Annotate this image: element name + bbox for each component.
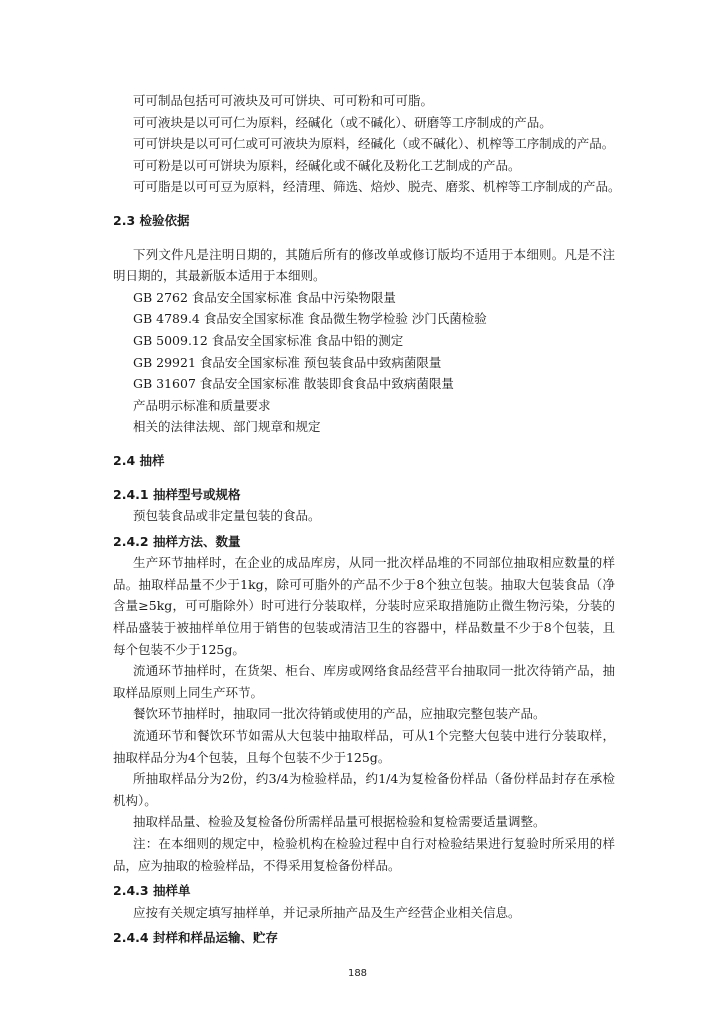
section-heading-2-4: 2.4 抽样 xyxy=(113,452,165,468)
definitions-block xyxy=(113,90,621,198)
page-number: 188 xyxy=(347,968,368,979)
page-content xyxy=(113,90,621,949)
subsection-text: 应按有关规定填写抽样单，并记录所抽产品及生产经营企业相关信息。 xyxy=(133,904,521,920)
sampling-paragraph: 生产环节抽样时，在企业的成品库房，从同一批次样品堆的不同部位抽取相应数量的样品。抽取样品量不少于1kg，除可可脂外的产品不少于8个独立包装。抽取大包装食品（净含量≥5kg，可可脂除外）时可进行分装取样，分装时应采取措施防止微生物污染，分装的样品盛装于被抽样单位用于销售的包装或清洁卫生的容器中，样品数量不少于8个包装，且每个包装不少于125g。 xyxy=(113,555,615,657)
definition-paragraph: 可可饼块是以可可仁或可可液块为原料，经碱化（或不碱化）、机榨等工序制成的产品。 xyxy=(133,136,615,152)
sampling-paragraph: 流通环节抽样时，在货架、柜台、库房或网络食品经营平台抽取同一批次待销产品，抽取样品原则上同生产环节。 xyxy=(113,663,615,700)
standard-item: GB 2762 食品安全国家标准 食品中污染物限量 xyxy=(133,289,396,305)
standard-item: GB 29921 食品安全国家标准 预包装食品中致病菌限量 xyxy=(133,354,442,370)
standard-item: 产品明示标准和质量要求 xyxy=(133,397,271,413)
standard-item: GB 5009.12 食品安全国家标准 食品中铅的测定 xyxy=(133,332,404,348)
sampling-paragraph: 流通环节和餐饮环节如需从大包装中抽取样品，可从1个完整大包装中进行分装取样，抽取样品分为4个包装，且每个包装不少于125g。 xyxy=(113,728,615,765)
section-heading-2-3: 2.3 检验依据 xyxy=(113,212,190,228)
subsection-text: 预包装食品或非定量包装的食品。 xyxy=(133,508,321,524)
definition-paragraph: 可可制品包括可可液块及可可饼块、可可粉和可可脂。 xyxy=(133,93,434,108)
note-paragraph: 注：在本细则的规定中，检验机构在检验过程中自行对检验结果进行复验时所采用的样品，应为抽取的检验样品，不得采用复检备份样品。 xyxy=(113,836,615,873)
subsection-heading-2-4-2: 2.4.2 抽样方法、数量 xyxy=(113,533,241,549)
standards-list xyxy=(113,287,615,438)
sampling-paragraph: 抽取样品量、检验及复检备份所需样品量可根据检验和复检需要适量调整。 xyxy=(133,814,546,830)
section-intro-paragraph: 下列文件凡是注明日期的，其随后所有的修改单或修订版均不适用于本细则。凡是不注明日期的，其最新版本适用于本细则。 xyxy=(113,246,615,284)
definition-paragraph: 可可液块是以可可仁为原料，经碱化（或不碱化）、研磨等工序制成的产品。 xyxy=(133,114,552,130)
standard-item: GB 4789.4 食品安全国家标准 食品微生物学检验 沙门氏菌检验 xyxy=(133,311,487,327)
subsection-heading-2-4-1: 2.4.1 抽样型号或规格 xyxy=(113,486,241,502)
sampling-paragraph: 餐饮环节抽样时，抽取同一批次待销或使用的产品，应抽取完整包装产品。 xyxy=(133,706,546,722)
subsection-heading-2-4-4: 2.4.4 封样和样品运输、贮存 xyxy=(113,930,278,946)
subsection-heading-2-4-3: 2.4.3 抽样单 xyxy=(113,883,191,899)
standard-item: 相关的法律法规、部门规章和规定 xyxy=(133,419,321,435)
standard-item: GB 31607 食品安全国家标准 散装即食食品中致病菌限量 xyxy=(133,376,454,392)
sampling-paragraph: 所抽取样品分为2份，约3/4为检验样品，约1/4为复检备份样品（备份样品封存在承检机构）。 xyxy=(113,771,615,808)
definition-paragraph: 可可脂是以可可豆为原料，经清理、筛选、焙炒、脱壳、磨浆、机榨等工序制成的产品。 xyxy=(133,179,621,195)
definition-paragraph: 可可粉是以可可饼块为原料，经碱化或不碱化及粉化工艺制成的产品。 xyxy=(133,157,521,173)
